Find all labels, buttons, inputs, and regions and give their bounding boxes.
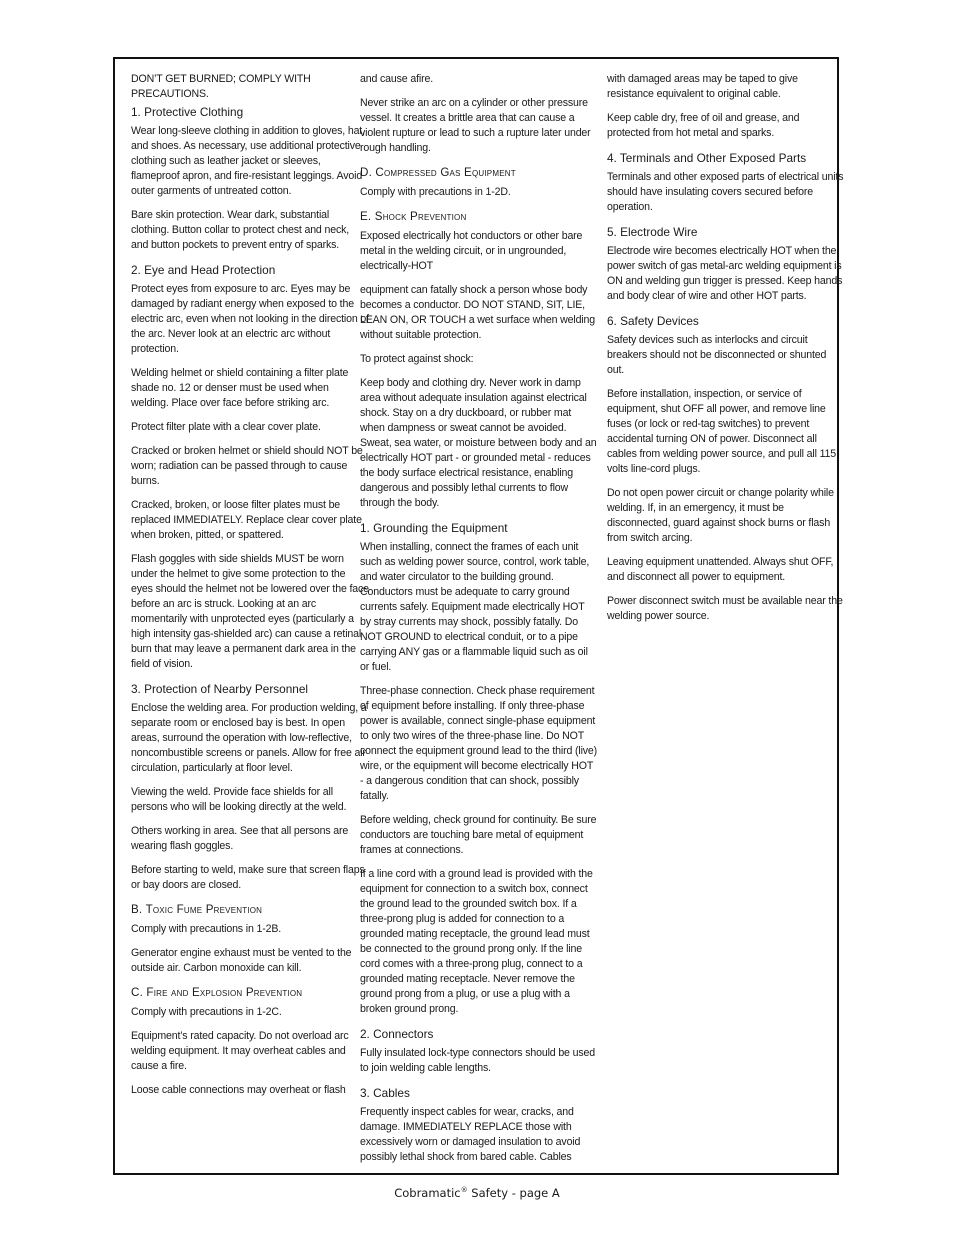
paragraph: Flash goggles with side shields MUST be worn under the helmet to give some protection to the eyes should the helmet not be lowered over the face before an arc is struck. Looking at an arc momentarily with unprotected eyes (particularly a high intensity gas-shielded arc) can cause a retinal burn that may leave a permanent dark area in the field of vision. [131, 553, 369, 670]
paragraph: Cracked, broken, or loose filter plates must be replaced IMMEDIATELY. Replace clear cover plate when broken, pitted, or spattered. [131, 499, 362, 541]
footer-page-label: Safety - page A [467, 1186, 560, 1200]
paragraph: Exposed electrically hot conductors or other bare metal in the welding circuit, or in ungrounded, electrically-HOT [360, 230, 583, 272]
paragraph: Viewing the weld. Provide face shields for all persons who will be looking directly at the weld. [131, 786, 347, 813]
paragraph: Others working in area. See that all persons are wearing flash goggles. [131, 825, 349, 852]
paragraph: Frequently inspect cables for wear, cracks, and damage. IMMEDIATELY REPLACE those with excessively worn or damaged insulation to avoid possibly lethal shock from bared cable. Cables [360, 1106, 581, 1163]
paragraph: Terminals and other exposed parts of electrical units should have insulating covers secured before operation. [607, 171, 844, 213]
paragraph: Enclose the welding area. For production welding, a separate room or enclosed bay is best. In open areas, surround the operation with low-reflective, noncombustible screens or panels. Allow for free air circulation, particularly at floor level. [131, 702, 367, 774]
paragraph: Protect eyes from exposure to arc. Eyes may be damaged by radiant energy when exposed to the electric arc, even when not looking in the direction of the arc. Never look at an electric arc without protection. [131, 283, 369, 355]
heading-terminals: 4. Terminals and Other Exposed Parts [607, 151, 807, 165]
paragraph: and cause afire. [360, 73, 433, 85]
paragraph: Keep cable dry, free of oil and grease, and protected from hot metal and sparks. [607, 112, 800, 139]
heading-safety-devices: 6. Safety Devices [607, 314, 699, 328]
paragraph: Cracked or broken helmet or shield should NOT be worn; radiation can be passed through to cause burns. [131, 445, 363, 487]
paragraph: Comply with precautions in 1-2B. [131, 923, 282, 935]
footer-brand: Cobramatic [394, 1186, 461, 1200]
paragraph: Before starting to weld, make sure that screen flaps or bay doors are closed. [131, 864, 365, 891]
intro-text: DON’T GET BURNED; COMPLY WITH PRECAUTIONS. [131, 73, 311, 100]
paragraph: Bare skin protection. Wear dark, substantial clothing. Button collar to protect chest and neck, and button pockets to prevent entry of sparks. [131, 209, 350, 251]
paragraph: with damaged areas may be taped to give resistance equivalent to original cable. [607, 73, 798, 100]
paragraph: Keep body and clothing dry. Never work in damp area without adequate insulation against electrical shock. Stay on a dry duckboard, or rubber mat when dampness or sweat cannot be avoided. Sweat, sea water, or moisture between body and an electrically HOT part - or grounded metal - reduces the body surface electrical resistance, enabling dangerous and possibly lethal currents to flow through the body. [360, 377, 597, 509]
paragraph: Power disconnect switch must be available near the welding power source. [607, 595, 843, 622]
heading-shock-prevention: E. Shock Prevention [360, 210, 467, 223]
column-3 [607, 72, 845, 633]
heading-compressed-gas: D. Compressed Gas Equipment [360, 166, 516, 179]
paragraph: Loose cable connections may overheat or flash [131, 1084, 346, 1096]
heading-fire-explosion-prevention: C. Fire and Explosion Prevention [131, 986, 303, 999]
registered-mark: ® [460, 1186, 468, 1195]
paragraph: Protect filter plate with a clear cover plate. [131, 421, 321, 433]
paragraph: Wear long-sleeve clothing in addition to gloves, hat, and shoes. As necessary, use additional protective clothing such as leather jacket or sleeves, flameproof apron, and fire-resistant leggings. Avoid outer garments of untreated cotton. [131, 125, 365, 197]
heading-nearby-personnel: 3. Protection of Nearby Personnel [131, 682, 309, 696]
paragraph: equipment can fatally shock a person whose body becomes a conductor. DO NOT STAND, SIT, LIE, LEAN ON, OR TOUCH a wet surface when welding without suitable protection. [360, 284, 595, 341]
paragraph: Welding helmet or shield containing a filter plate shade no. 12 or denser must be used when welding. Place over face before striking arc. [131, 367, 349, 409]
paragraph: Equipment’s rated capacity. Do not overload arc welding equipment. It may overheat cables and cause a fire. [131, 1030, 349, 1072]
paragraph: To protect against shock: [360, 353, 474, 365]
column-1 [131, 72, 369, 1107]
paragraph: When installing, connect the frames of each unit such as welding power source, control, work table, and water circulator to the building ground. Conductors must be adequate to carry ground currents safely. Equipment made electrically HOT by stray currents may shock, possibly fatally. Do NOT GROUND to electrical conduit, or to a pipe carrying ANY gas or a flammable liquid such as oil or fuel. [360, 541, 590, 673]
heading-cables: 3. Cables [360, 1086, 410, 1100]
paragraph: Safety devices such as interlocks and circuit breakers should not be disconnected or shunted out. [607, 334, 827, 376]
paragraph: Never strike an arc on a cylinder or other pressure vessel. It creates a brittle area that can cause a violent rupture or lead to such a rupture later under rough handling. [360, 97, 591, 154]
heading-protective-clothing: 1. Protective Clothing [131, 105, 244, 119]
paragraph: Leaving equipment unattended. Always shut OFF, and disconnect all power to equipment. [607, 556, 834, 583]
paragraph: Generator engine exhaust must be vented to the outside air. Carbon monoxide can kill. [131, 947, 352, 974]
paragraph: Do not open power circuit or change polarity while welding. If, in an emergency, it must be disconnected, guard against shock burns or flash from switch arcing. [607, 487, 834, 544]
paragraph: Fully insulated lock-type connectors should be used to join welding cable lengths. [360, 1047, 595, 1074]
paragraph: Before installation, inspection, or service of equipment, shut OFF all power, and remove line fuses (or lock or red-tag switches) to prevent accidental turning ON of power. Disconnect all cables from welding power source, and pull all 115 volts line-cord plugs. [607, 388, 837, 475]
heading-connectors: 2. Connectors [360, 1027, 434, 1041]
column-2 [360, 72, 598, 1174]
paragraph: Comply with precautions in 1-2C. [131, 1006, 282, 1018]
paragraph: Three-phase connection. Check phase requirement of equipment before installing. If only three-phase power is available, connect single-phase equipment to only two wires of the three-phase line. Do NOT connect the equipment ground lead to the third (live) wire, or the equipment will become electrically HOT - a dangerous condition that can shock, possibly fatally. [360, 685, 598, 802]
paragraph: Comply with precautions in 1-2D. [360, 186, 511, 198]
page-footer [0, 1186, 954, 1200]
heading-toxic-fume-prevention: B. Toxic Fume Prevention [131, 903, 263, 916]
heading-eye-head-protection: 2. Eye and Head Protection [131, 263, 276, 277]
paragraph: Before welding, check ground for continuity. Be sure conductors are touching bare metal of equipment frames at connections. [360, 814, 597, 856]
heading-grounding: 1. Grounding the Equipment [360, 521, 508, 535]
paragraph: Electrode wire becomes electrically HOT when the power switch of gas metal-arc welding equipment is ON and welding gun trigger is pressed. Keep hands and body clear of wire and other HOT parts. [607, 245, 843, 302]
heading-electrode-wire: 5. Electrode Wire [607, 225, 698, 239]
paragraph: If a line cord with a ground lead is provided with the equipment for connection to a switch box, connect the ground lead to the grounded switch box. If a three-prong plug is added for connection to a grounded mating receptacle, the ground lead must be connected to the ground prong only. If the line cord comes with a three-prong plug, connect to a grounded mating receptacle. Never remove the ground prong from a plug, or use a plug with a broken ground prong. [360, 868, 593, 1015]
